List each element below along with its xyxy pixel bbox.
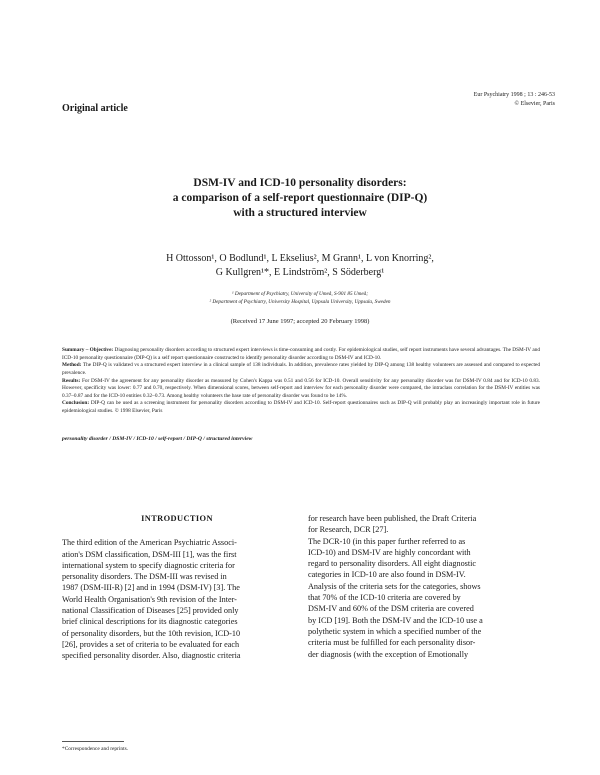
- body-text-line: categories in ICD-10 are also found in DSM-IV.: [308, 570, 466, 580]
- body-text-line: polythetic system in which a specified number of the: [308, 626, 482, 636]
- abstract-summary-text: Diagnosing personality disorders according to structured expert interviews is time-consuming and costly. For epidemiological studies, self report instruments have several advantages. The DSM-IV and ICD-10 personality questionnaire (DIP-Q) is a self report questionnaire constructed to identify personality disorder according to DSM-IV and ICD-10.: [62, 347, 540, 361]
- body-text-line: national Classification of Diseases [25] provided only: [62, 606, 239, 616]
- abstract-conclusion-label: Conclusion:: [62, 400, 90, 407]
- keywords: personality disorder / DSM-IV / ICD-10 / self-report / DIP-Q / structured interview: [62, 436, 253, 442]
- abstract-method-label: Method:: [62, 362, 82, 369]
- body-text-line: ation's DSM classification, DSM-III [1], was the first: [62, 549, 237, 559]
- title-line: DSM-IV and ICD-10 personality disorders:: [193, 177, 407, 189]
- body-text-line: The DCR-10 (in this paper further referred to as: [308, 536, 466, 546]
- title-line: a comparison of a self-report questionnaire (DIP-Q): [172, 192, 428, 204]
- body-text-line: der diagnosis (with the exception of Emotionally: [308, 649, 469, 659]
- body-text-line: Analysis of the criteria sets for the categories, shows: [308, 581, 481, 591]
- abstract-results-label: Results:: [62, 377, 81, 384]
- abstract-summary-label: Summary – Objective:: [62, 347, 114, 353]
- affiliation-line: ² Department of Psychiatry, University Hospital, Uppsala University, Uppsala, Sweden: [209, 299, 391, 305]
- body-text-line: criteria must be fulfilled for each personality disor-: [308, 638, 476, 648]
- body-text-line: by ICD [19]. Both the DSM-IV and the ICD-10 use a: [308, 615, 483, 625]
- footnote-divider: [62, 741, 124, 742]
- publisher-copyright: © Elsevier, Paris: [514, 101, 555, 107]
- abstract-method: [62, 362, 540, 377]
- footnote: *Correspondence and reprints.: [62, 746, 129, 752]
- body-column-left: [62, 513, 292, 662]
- body-text-line: ICD-10) and DSM-IV are highly concordant with: [308, 547, 471, 557]
- body-text-line: specified personality disorder. Also, diagnostic criteria: [62, 651, 241, 661]
- abstract-summary: [62, 347, 540, 362]
- body-column-right: [308, 513, 538, 660]
- body-text-line: brief clinical descriptions for its diagnostic categories: [62, 617, 238, 627]
- abstract-results: [62, 378, 540, 401]
- body-text-line: World Health Organisation's 9th revision of the Inter-: [62, 594, 237, 604]
- abstract-conclusion: [62, 400, 540, 415]
- article-type-label: Original article: [62, 103, 128, 114]
- abstract-results-text: For DSM-IV the agreement for any personality disorder as measured by Cohen's Kappa was 0.51 and 0.56 for ICD-10. Overall sensitivity for any personality disorder was for DSM-IV 0.84 and for ICD-10 0.83. However, specificity was lower: 0.77 and 0.70, respectively. When dimensional scores, between self-report and interview for each personality disorder were compared, the intraclass correlation for the DSM-IV entities was 0.37–0.87 and for the ICD-10 entities 0.32–0.73. Among healthy volunteers the base rate of personality disorder was found to be 14%.: [62, 377, 540, 399]
- body-text-line: of personality disorders, but the 10th revision, ICD-10: [62, 628, 241, 638]
- author-list: [60, 252, 540, 280]
- body-text-line: 1987 (DSM-III-R) [2] and in 1994 (DSM-IV) [3]. The: [62, 583, 240, 593]
- abstract: [62, 347, 540, 416]
- author-line: H Ottosson¹, O Bodlund¹, L Ekselius², M Grann¹, L von Knorring²,: [166, 253, 434, 264]
- body-text-line: that 70% of the ICD-10 criteria are covered by: [308, 593, 461, 603]
- body-text-line: regard to personality disorders. All eight diagnostic: [308, 559, 477, 569]
- body-text-line: for Research, DCR [27].: [308, 525, 389, 535]
- body-text-line: personality disorders. The DSM-III was revised in: [62, 572, 227, 582]
- article-title: [60, 176, 540, 221]
- affiliations: [60, 290, 540, 306]
- received-dates: (Received 17 June 1997; accepted 20 February 1998): [230, 318, 370, 325]
- author-line: G Kullgren¹*, E Lindström², S Söderberg¹: [215, 267, 385, 278]
- title-line: with a structured interview: [233, 207, 367, 219]
- section-heading-introduction: INTRODUCTION: [141, 514, 213, 523]
- affiliation-line: ¹ Department of Psychiatry, University of Umeå, S-901 85 Umeå;: [232, 291, 368, 297]
- body-text-line: for research have been published, the Draft Criteria: [308, 514, 477, 523]
- body-text-line: international system to specify diagnostic criteria for: [62, 560, 235, 570]
- body-text-line: DSM-IV and 60% of the DSM criteria are covered: [308, 604, 474, 614]
- body-text-line: The third edition of the American Psychiatric Associ-: [62, 538, 237, 548]
- body-text-line: [26], provides a set of criteria to be evaluated for each: [62, 639, 240, 649]
- abstract-conclusion-text: DIP-Q can be used as a screening instrument for personality disorders according to DSM-IV and ICD-10. Self-report questionnaires such as DIP-Q will probably play an increasingly important role in future epidemiological studies. © 1998 Elsevier, Paris: [62, 400, 540, 414]
- journal-citation: Eur Psychiatry 1998 ; 13 : 246-53: [473, 92, 555, 98]
- abstract-method-text: The DIP-Q is validated vs a structured expert interview in a clinical sample of 138 individuals. In addition, prevalence rates yielded by DIP-Q among 138 healthy volunteers are assessed and compared to expected prevalence.: [62, 362, 540, 376]
- journal-reference: [474, 91, 555, 109]
